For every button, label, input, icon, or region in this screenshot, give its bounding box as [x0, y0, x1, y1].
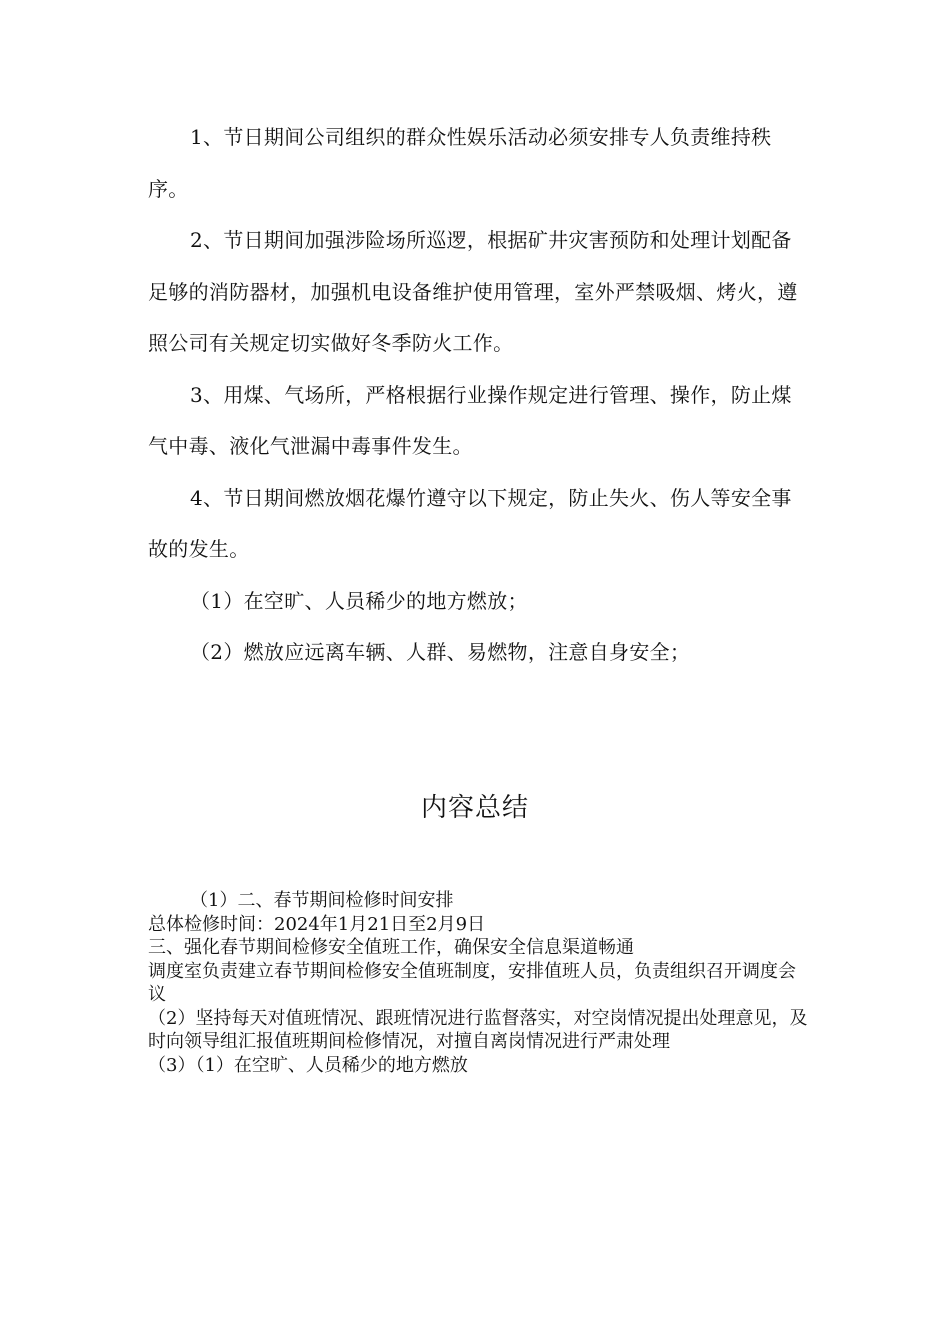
- sub-item-1: （1）在空旷、人员稀少的地方燃放；: [190, 588, 528, 613]
- summary-line-1: （1）二、春节期间检修时间安排: [190, 890, 454, 911]
- paragraph-4: 4、节日期间燃放烟花爆竹遵守以下规定，防止失火、伤人等安全事故的发生。: [148, 485, 792, 561]
- paragraph-2: 2、节日期间加强涉险场所巡逻，根据矿井灾害预防和处理计划配备足够的消防器材，加强机电设备维护使用管理，室外严禁吸烟、烤火，遵照公司有关规定切实做好冬季防火工作。: [148, 228, 798, 355]
- body-text: [148, 112, 808, 679]
- summary-line-6: （3）（1）在空旷、人员稀少的地方燃放: [148, 1054, 468, 1076]
- sub-item-2: （2）燃放应远离车辆、人群、易燃物，注意自身安全；: [190, 640, 691, 664]
- summary-line-4: 调度室负责建立春节期间检修安全值班制度，安排值班人员，负责组织召开调度会议: [148, 960, 796, 1005]
- paragraph-3: 3、用煤、气场所，严格根据行业操作规定进行管理、操作，防止煤气中毒、液化气泄漏中毒事件发生。: [148, 382, 792, 458]
- summary-line-3: 三、强化春节期间检修安全值班工作，确保安全信息渠道畅通: [148, 937, 634, 958]
- summary-line-5: （2）坚持每天对值班情况、跟班情况进行监督落实，对空岗情况提出处理意见，及时向领导组汇报值班期间检修情况，对擅自离岗情况进行严肃处理: [148, 1007, 808, 1052]
- paragraph-1: 1、节日期间公司组织的群众性娱乐活动必须安排专人负责维持秩序。: [148, 125, 772, 201]
- summary-text: [148, 889, 808, 1077]
- summary-title: 内容总结: [420, 793, 529, 823]
- summary-line-2: 总体检修时间：2024年1月21日至2月9日: [148, 913, 486, 935]
